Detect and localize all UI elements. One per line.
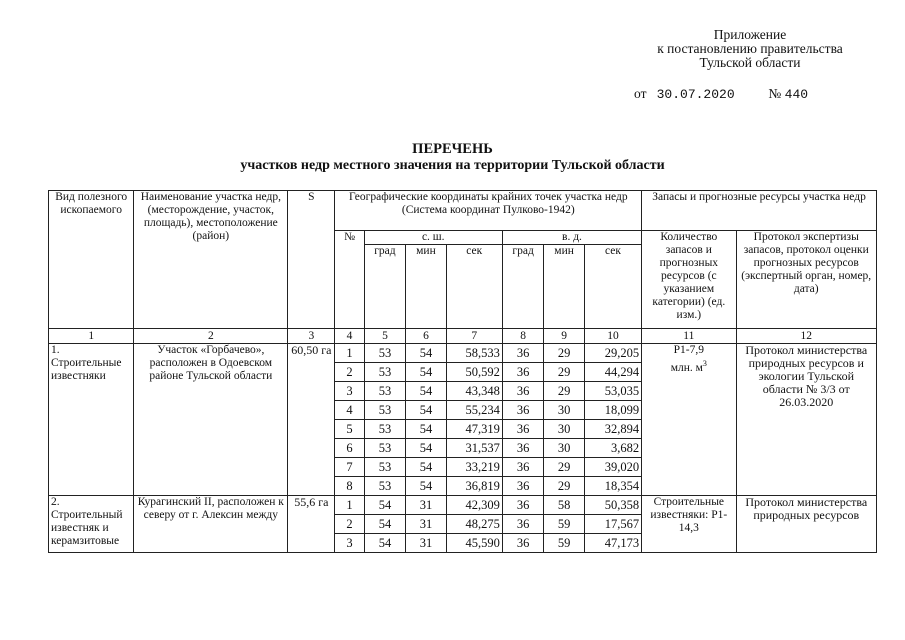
- order-date: 30.07.2020: [656, 87, 735, 102]
- amount-unit-exponent: 3: [702, 359, 707, 368]
- point-no-cell: 3: [335, 534, 364, 553]
- lon-min-cell: 59: [544, 515, 584, 534]
- index-cell: 2: [134, 329, 288, 344]
- index-cell: 10: [584, 329, 641, 344]
- point-no-cell: 7: [335, 458, 364, 477]
- lon-deg-cell: 36: [502, 534, 544, 553]
- document-title: ПЕРЕЧЕНЬ: [412, 141, 493, 157]
- lat-deg-cell: 53: [364, 420, 406, 439]
- header-protocol: Протокол экспертизы запасов, протокол оценки прогнозных ресурсов (экспертный орган, номер, дата): [736, 231, 877, 329]
- header-lon-deg: град: [502, 245, 544, 329]
- point-no-cell: 6: [335, 439, 364, 458]
- point-no-cell: 2: [335, 515, 364, 534]
- lon-min-cell: 29: [544, 477, 584, 496]
- lat-min-cell: 54: [406, 363, 446, 382]
- site-amount: [642, 496, 736, 553]
- site-kind: 2. Строительный известняк и керамзитовые: [49, 496, 134, 553]
- lon-min-cell: 30: [544, 420, 584, 439]
- lat-min-cell: 54: [406, 458, 446, 477]
- lat-sec-cell: 55,234: [446, 401, 502, 420]
- header-amount: Количество запасов и прогнозных ресурсов (с указанием категории) (ед. изм.): [642, 231, 736, 329]
- lat-min-cell: 54: [406, 420, 446, 439]
- site-name: Курагинский II, расположен к северу от г. Алексин между: [134, 496, 288, 553]
- index-cell: 3: [288, 329, 335, 344]
- lon-min-cell: 29: [544, 382, 584, 401]
- lon-deg-cell: 36: [502, 496, 544, 515]
- site-area: 55,6 га: [288, 496, 335, 553]
- header-lon-min: мин: [544, 245, 584, 329]
- lat-deg-cell: 54: [364, 534, 406, 553]
- lon-sec-cell: 18,354: [584, 477, 641, 496]
- lon-sec-cell: 44,294: [584, 363, 641, 382]
- header-lat-min: мин: [406, 245, 446, 329]
- lat-deg-cell: 53: [364, 363, 406, 382]
- lon-deg-cell: 36: [502, 477, 544, 496]
- point-no-cell: 1: [335, 496, 364, 515]
- site-protocol: Протокол министерства природных ресурсов и экологии Тульской области № 3/3 от 26.03.2020: [736, 344, 877, 496]
- lon-deg-cell: 36: [502, 515, 544, 534]
- order-from-label: от: [634, 86, 647, 101]
- lon-min-cell: 30: [544, 439, 584, 458]
- header-reserves: Запасы и прогнозные ресурсы участка недр: [642, 191, 877, 231]
- header-name: Наименование участка недр, (месторождение, участок, площадь), местоположение (район): [134, 191, 288, 329]
- order-line: [634, 86, 808, 102]
- lon-min-cell: 29: [544, 363, 584, 382]
- lon-sec-cell: 39,020: [584, 458, 641, 477]
- lon-min-cell: 30: [544, 401, 584, 420]
- lat-min-cell: 31: [406, 534, 446, 553]
- site-protocol: Протокол министерства природных ресурсов: [736, 496, 877, 553]
- order-number-label: №: [768, 86, 782, 101]
- lat-min-cell: 54: [406, 382, 446, 401]
- lon-min-cell: 59: [544, 534, 584, 553]
- point-no-cell: 5: [335, 420, 364, 439]
- site-area: 60,50 га: [288, 344, 335, 496]
- lat-sec-cell: 36,819: [446, 477, 502, 496]
- index-cell: 11: [642, 329, 736, 344]
- header-geo: Географические координаты крайних точек участка недр (Система координат Пулково-1942): [335, 191, 642, 231]
- lat-deg-cell: 53: [364, 401, 406, 420]
- lat-min-cell: 54: [406, 439, 446, 458]
- header-lon-sec: сек: [584, 245, 641, 329]
- site-amount: [642, 344, 736, 496]
- appendix-line-3: Тульской области: [699, 55, 801, 70]
- lat-sec-cell: 31,537: [446, 439, 502, 458]
- index-cell: 5: [364, 329, 406, 344]
- lat-deg-cell: 54: [364, 496, 406, 515]
- table-row: [49, 496, 877, 515]
- lon-min-cell: 29: [544, 344, 584, 363]
- header-lat: с. ш.: [364, 231, 502, 245]
- point-no-cell: 8: [335, 477, 364, 496]
- lat-min-cell: 54: [406, 344, 446, 363]
- appendix-line-2: к постановлению правительства: [657, 41, 843, 56]
- index-cell: 9: [544, 329, 584, 344]
- lon-sec-cell: 3,682: [584, 439, 641, 458]
- lon-deg-cell: 36: [502, 382, 544, 401]
- index-cell: 4: [335, 329, 364, 344]
- amount-unit-line: [644, 357, 733, 375]
- index-cell: 6: [406, 329, 446, 344]
- table-row: [49, 344, 877, 363]
- header-lon: в. д.: [502, 231, 641, 245]
- amount-main: Строительные известняки: Р1-14,3: [650, 496, 728, 534]
- lat-sec-cell: 47,319: [446, 420, 502, 439]
- lat-sec-cell: 33,219: [446, 458, 502, 477]
- lon-deg-cell: 36: [502, 344, 544, 363]
- lon-sec-cell: 53,035: [584, 382, 641, 401]
- point-no-cell: 4: [335, 401, 364, 420]
- lon-deg-cell: 36: [502, 401, 544, 420]
- header-s: S: [288, 191, 335, 329]
- lon-deg-cell: 36: [502, 420, 544, 439]
- lat-deg-cell: 53: [364, 344, 406, 363]
- point-no-cell: 2: [335, 363, 364, 382]
- document-subtitle: участков недр местного значения на территории Тульской области: [240, 158, 665, 173]
- appendix-block: [600, 28, 900, 70]
- lat-sec-cell: 48,275: [446, 515, 502, 534]
- lat-min-cell: 31: [406, 496, 446, 515]
- header-point-no: №: [335, 231, 364, 329]
- site-name: Участок «Горбачево», расположен в Одоевском районе Тульской области: [134, 344, 288, 496]
- point-no-cell: 3: [335, 382, 364, 401]
- lat-deg-cell: 53: [364, 439, 406, 458]
- index-cell: 1: [49, 329, 134, 344]
- lat-sec-cell: 58,533: [446, 344, 502, 363]
- amount-main: Р1-7,9: [673, 344, 704, 356]
- lon-min-cell: 58: [544, 496, 584, 515]
- lat-min-cell: 54: [406, 477, 446, 496]
- order-number: 440: [784, 87, 809, 102]
- subsoil-sites-table: [48, 190, 877, 553]
- header-kind: Вид полезного ископаемого: [49, 191, 134, 329]
- lat-deg-cell: 54: [364, 515, 406, 534]
- lat-sec-cell: 42,309: [446, 496, 502, 515]
- lat-deg-cell: 53: [364, 458, 406, 477]
- lon-min-cell: 29: [544, 458, 584, 477]
- lon-sec-cell: 29,205: [584, 344, 641, 363]
- lat-deg-cell: 53: [364, 477, 406, 496]
- header-lat-sec: сек: [446, 245, 502, 329]
- lat-sec-cell: 43,348: [446, 382, 502, 401]
- header-lat-deg: град: [364, 245, 406, 329]
- lon-deg-cell: 36: [502, 363, 544, 382]
- lon-sec-cell: 50,358: [584, 496, 641, 515]
- index-cell: 7: [446, 329, 502, 344]
- index-cell: 8: [502, 329, 544, 344]
- sites-body: [49, 344, 877, 553]
- lat-min-cell: 54: [406, 401, 446, 420]
- index-cell: 12: [736, 329, 877, 344]
- lon-sec-cell: 32,894: [584, 420, 641, 439]
- lat-sec-cell: 50,592: [446, 363, 502, 382]
- amount-unit: млн. м: [670, 361, 703, 374]
- lat-sec-cell: 45,590: [446, 534, 502, 553]
- lon-deg-cell: 36: [502, 458, 544, 477]
- lat-deg-cell: 53: [364, 382, 406, 401]
- lon-sec-cell: 18,099: [584, 401, 641, 420]
- column-index-row: [49, 329, 877, 344]
- lat-min-cell: 31: [406, 515, 446, 534]
- site-kind: 1. Строительные известняки: [49, 344, 134, 496]
- point-no-cell: 1: [335, 344, 364, 363]
- lon-deg-cell: 36: [502, 439, 544, 458]
- appendix-line-1: Приложение: [713, 27, 787, 42]
- lon-sec-cell: 47,173: [584, 534, 641, 553]
- lon-sec-cell: 17,567: [584, 515, 641, 534]
